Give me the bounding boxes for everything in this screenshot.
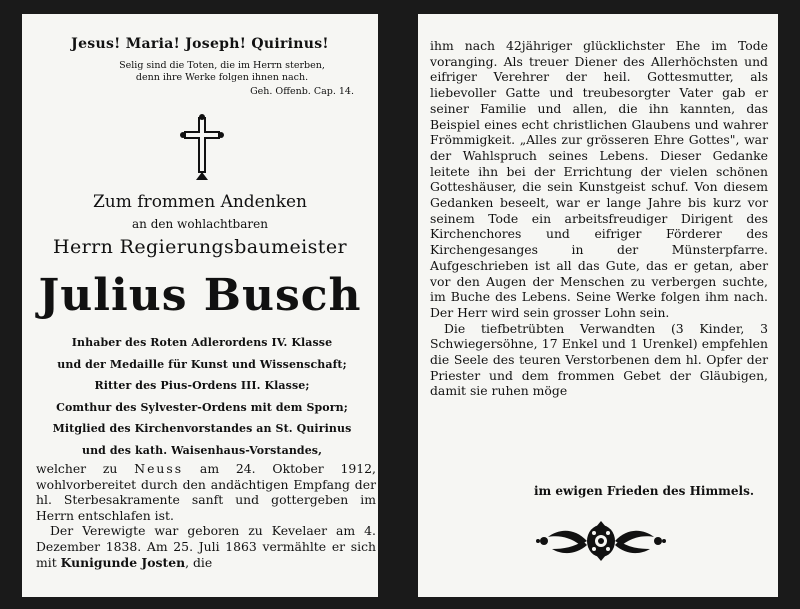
right-page xyxy=(418,14,778,597)
honor-line: Comthur des Sylvester-Ordens mit dem Sporn; xyxy=(56,400,348,414)
motto xyxy=(92,60,352,84)
death-city: Neuss xyxy=(134,461,184,476)
honor-line: Inhaber des Roten Adlerordens IV. Klasse xyxy=(71,336,333,349)
memorial-heading: Zum frommen Andenken xyxy=(92,192,308,212)
birth-paragraph xyxy=(36,523,376,570)
honor-line: Ritter des Pius-Ordens III. Klasse; xyxy=(94,379,310,392)
closing-line: im ewigen Frieden des Himmels. xyxy=(533,484,754,498)
honor-line: Mitglied des Kirchenvorstandes an St. Quirinus xyxy=(52,422,352,435)
honor-line: und der Medaille für Kunst und Wissenschaft; xyxy=(57,357,347,371)
spouse-name: Kunigunde Josten xyxy=(60,554,186,570)
deceased-title: Herrn Regierungsbaumeister xyxy=(53,236,347,258)
motto-line-2: denn ihre Werke folgen ihnen nach. xyxy=(135,72,309,83)
motto-source: Geh. Offenb. Cap. 14. xyxy=(250,86,354,97)
left-page xyxy=(22,14,378,597)
floral-ornament-icon xyxy=(536,519,666,563)
motto-line-1: Selig sind die Toten, die im Herrn sterben, xyxy=(119,60,325,71)
birth-text-b: , die xyxy=(185,554,213,570)
relatives-paragraph: Die tiefbetrübten Verwandten (3 Kinder, 3 Schwiegersöhne, 17 Enkel und 1 Urenkel) empfehlen die Seele des teuren Verstorbenen dem hl. Opfer der Priester und dem frommen Gebet der Gläubigen, damit sie ruhen möge xyxy=(430,320,768,399)
right-body-text xyxy=(430,38,768,399)
memorial-subheading: an den wohlachtbaren xyxy=(132,217,268,231)
left-body-text xyxy=(36,461,376,570)
cross-icon xyxy=(177,114,227,184)
birth-text-a: Der Verewigte war geboren zu Kevelaer am 4. Dezember 1838. Am 25. Juli 1863 vermählte er sich mit xyxy=(36,523,376,570)
death-text-b: am 24. Oktober 1912, wohlvorbereitet durch den andächtigen Empfang der hl. Sterbesakramente sanft und gottergeben im Herrn entschlafen ist. xyxy=(36,461,376,523)
honors-list xyxy=(32,332,372,461)
life-paragraph: ihm nach 42jähriger glücklichster Ehe im Tode voranging. Als treuer Diener des Allerhöchsten und eifriger Verehrer der heil. Gottesmutter, als liebevoller Gatte und treubesorgter Vater gab er seiner Familie und allen, die ihn kannten, das Beispiel eines echt christlichen Glaubens und wahrer Frömmigkeit. „Alles zur grösseren Ehre Gottes", war der Wahlspruch seines Lebens. Dieser Gedanke leitete ihn bei der Errichtung der vielen schönen Gotteshäuser, die sein Kunstgeist schuf. Von diesem Gedanken beseelt, war er lange Jahre bis kurz vor seinem Tode ein arbeitsfreudiger Dirigent des Kirchenchores und eifriger Förderer des Kirchengesanges in der Münsterpfarre. Aufgeschrieben ist all das Gute, das er getan, aber vor den Augen der Menschen zu verbergen suchte, im Buche des Lebens. Seine Werke folgen ihm nach. Der Herr wird sein grosser Lohn sein. xyxy=(430,38,768,320)
honor-line: und des kath. Waisenhaus-Vorstandes, xyxy=(81,443,323,457)
death-text-a: welcher zu xyxy=(36,461,135,476)
deceased-name: Julius Busch xyxy=(38,270,362,321)
invocation: Jesus! Maria! Joseph! Quirinus! xyxy=(71,36,329,52)
death-paragraph xyxy=(36,461,376,523)
